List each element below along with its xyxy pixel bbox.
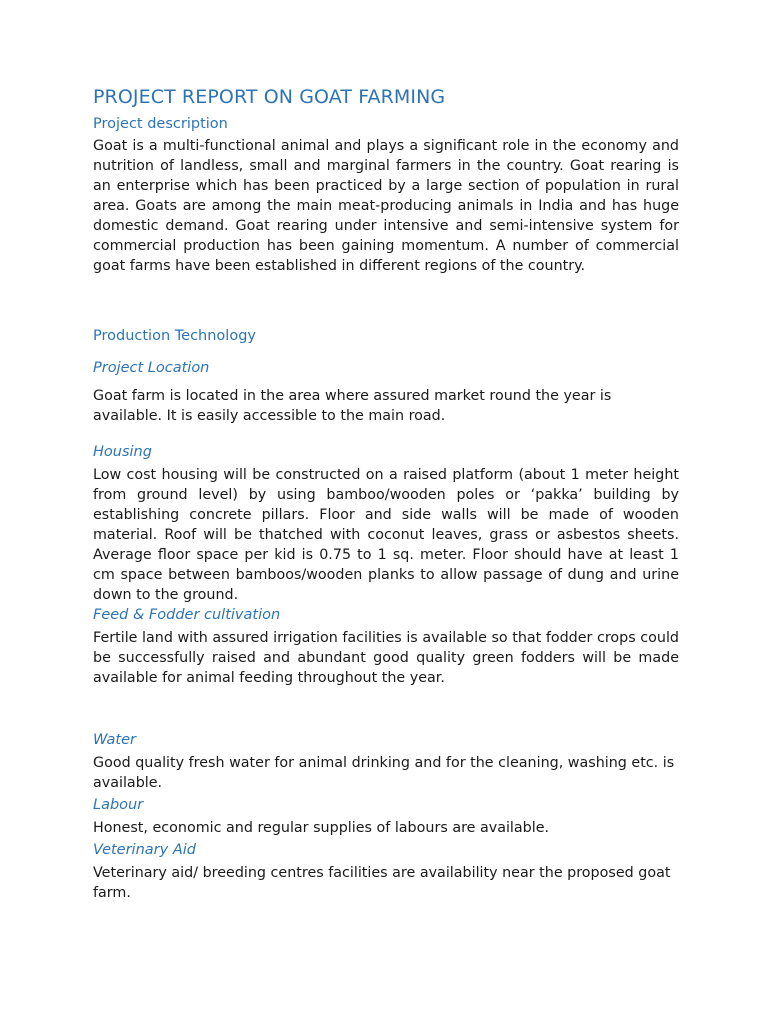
description-heading: Project description xyxy=(93,116,228,132)
labour-paragraph: Honest, economic and regular supplies of labours are available. xyxy=(93,820,550,836)
feed-heading: Feed & Fodder cultivation xyxy=(93,607,281,623)
description-paragraph: Goat is a multi-functional animal and plays a significant role in the economy and nutrition of landless, small and marginal farmers in the country. Goat rearing is an enterprise which has been practiced by a large section of population in rural area. Goats are among the main meat-producing animals in India and has huge domestic demand. Goat rearing under intensive and semi-intensive system for commercial production has been gaining momentum. A number of commercial goat farms have been established in different regions of the country. xyxy=(93,138,679,274)
location-heading: Project Location xyxy=(93,360,210,376)
production-heading: Production Technology xyxy=(93,328,256,344)
document-page xyxy=(93,84,679,903)
veterinary-paragraph: Veterinary aid/ breeding centres facilities are availability near the proposed goat farm. xyxy=(93,865,671,901)
veterinary-heading: Veterinary Aid xyxy=(93,842,196,858)
location-paragraph: Goat farm is located in the area where assured market round the year is available. It is easily accessible to the main road. xyxy=(93,388,612,424)
water-paragraph: Good quality fresh water for animal drinking and for the cleaning, washing etc. is available. xyxy=(93,755,675,791)
document-title: PROJECT REPORT ON GOAT FARMING xyxy=(93,86,446,108)
housing-heading: Housing xyxy=(93,444,152,460)
water-heading: Water xyxy=(93,732,136,748)
feed-paragraph: Fertile land with assured irrigation facilities is available so that fodder crops could be successfully raised and abundant good quality green fodders will be made available for animal feeding throughout the year. xyxy=(93,630,679,686)
labour-heading: Labour xyxy=(93,797,144,813)
housing-paragraph: Low cost housing will be constructed on a raised platform (about 1 meter height from ground level) by using bamboo/wooden poles or ‘pakka’ building by establishing concrete pillars. Floor and side walls will be made of wooden material. Roof will be thatched with coconut leaves, grass or asbestos sheets. Average floor space per kid is 0.75 to 1 sq. meter. Floor should have at least 1 cm space between bamboos/wooden planks to allow passage of dung and urine down to the ground. xyxy=(93,467,679,603)
